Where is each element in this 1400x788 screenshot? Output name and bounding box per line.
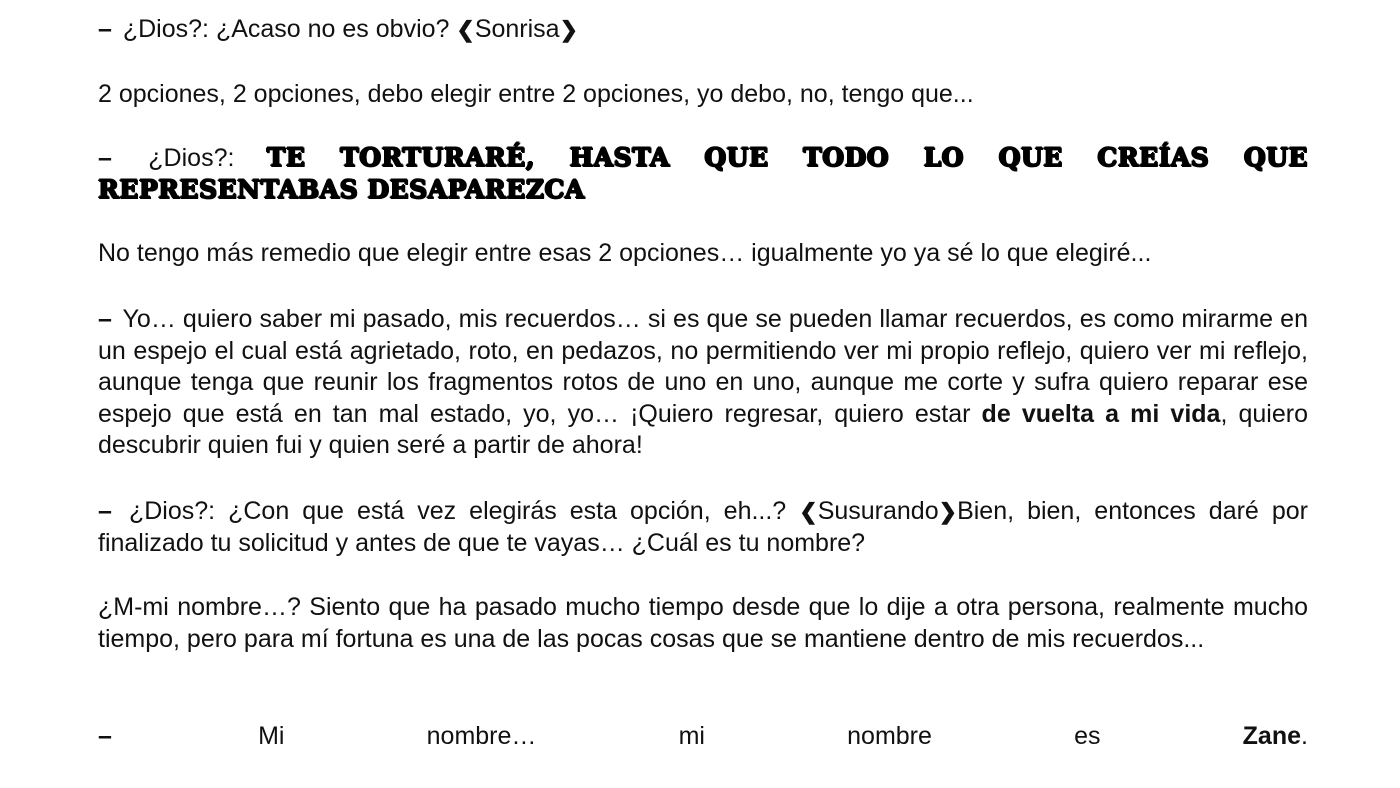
dialogue-dash: – [98,722,112,750]
dialogue-dash: – [98,144,112,172]
dialogue-dash: – [98,497,112,525]
line-mi-nombre-question [98,592,1308,655]
speaker-label: ¿Dios?: [128,497,229,525]
narration-text: ¿M-mi nombre…? Siento que ha pasado mucho tiempo desde que lo dije a otra persona, realmente mucho tiempo, pero para mí fortuna es una de las pocas cosas que se mantiene dentro de mis recuerdos... [98,593,1308,653]
dialogue-dash: – [98,305,112,333]
dialogue-text: ¿Acaso no es obvio? [215,15,457,43]
line-mi-nombre-zane [98,721,1308,753]
dialogue-text: Yo… quiero saber mi pasado, mis recuerdos… si es que se pueden llamar recuerdos, es como mirarme en un espejo el cual está agrietado, roto, en pedazos, no permitiendo ver mi propio reflejo, quiero ver mi reflejo, aunque tenga que reunir los fragmentos rotos de uno en uno, aunque me corte y sufra quiero reparar ese espejo que está en tan mal estado, yo, yo… ¡Quiero regresar, quiero estar [98,305,1308,428]
speaker-label: ¿Dios?: [148,144,267,172]
dialogue-text: , quiero descubrir quien fui y quien seré a partir de ahora! [98,399,1308,459]
speaker-label: ¿Dios?: [122,15,216,43]
bold-phrase: de vuelta a mi vida [981,399,1221,428]
word-nombre: nombre… [426,722,537,750]
line-dios-con-que [98,496,1308,559]
line-dios-obvio [98,14,1308,46]
word-mi: Mi [258,722,285,750]
dialogue-text: Bien, bien, entonces daré por finalizado tu solicitud y antes de que te vayas… ¿Cuál es tu nombre? [98,497,1308,557]
close-angle-icon: ❯ [559,17,579,42]
action-text: Susurando [817,497,939,525]
word-nombre-2: nombre [847,722,932,750]
narration-text: 2 opciones, 2 opciones, debo elegir entre 2 opciones, yo debo, no, tengo que... [98,80,974,108]
word-es: es [1074,722,1101,750]
open-angle-icon: ❮ [456,17,475,42]
line-yo-quiero [98,304,1308,462]
open-angle-icon: ❮ [799,499,818,524]
line-no-tengo-remedio [98,238,1308,270]
word-mi-2: mi [678,722,705,750]
name-zane [1243,721,1308,753]
line-dos-opciones [98,79,1308,111]
bold-name: Zane [1242,722,1302,750]
narration-text: No tengo más remedio que elegir entre esas 2 opciones… igualmente yo ya sé lo que elegiré... [98,239,1152,267]
line-dios-tortura [98,142,1308,206]
period: . [1301,722,1308,750]
dialogue-dash: – [98,15,112,43]
dialogue-text: ¿Con que está vez elegirás esta opción, eh...? [228,497,800,525]
action-text: Sonrisa [474,15,560,43]
close-angle-icon: ❯ [938,499,958,524]
creepy-threat-text: TE TORTURARÉ, HASTA QUE TODO LO QUE CREÍAS QUE REPRESENTABAS DESAPAREZCA [98,143,1308,204]
